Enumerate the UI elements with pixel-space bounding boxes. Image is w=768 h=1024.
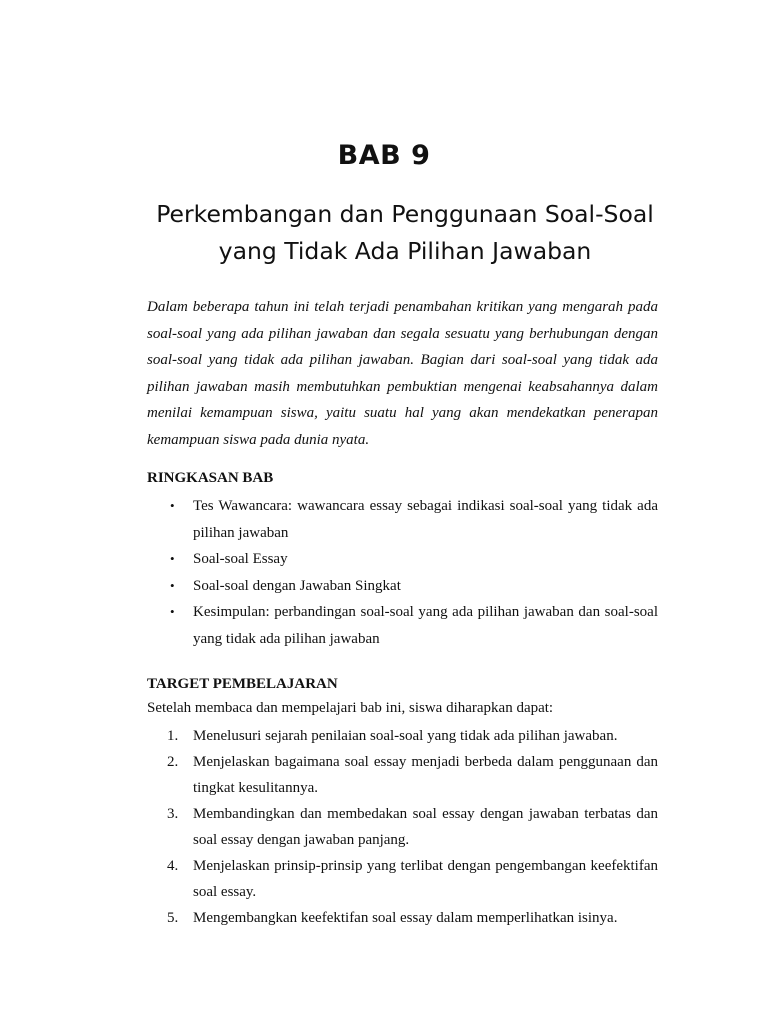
goal-text: Membandingkan dan membedakan soal essay dengan jawaban terbatas dan soal essay dengan jawaban panjang. bbox=[193, 806, 658, 848]
chapter-title-line-2: yang Tidak Ada Pilihan Jawaban bbox=[218, 237, 592, 265]
goal-item bbox=[147, 853, 658, 905]
summary-item bbox=[147, 546, 658, 573]
goals-intro: Setelah membaca dan mempelajari bab ini, siswa diharapkan dapat: bbox=[147, 700, 554, 716]
goal-text: Menjelaskan prinsip-prinsip yang terlibat dengan pengembangan keefektifan soal essay. bbox=[193, 858, 658, 900]
summary-list bbox=[147, 493, 658, 652]
summary-item bbox=[147, 573, 658, 600]
summary-item-text: Kesimpulan: perbandingan soal-soal yang ada pilihan jawaban dan soal-soal yang tidak ada pilihan jawaban bbox=[193, 604, 658, 647]
goal-item bbox=[147, 905, 658, 931]
goal-number: 2. bbox=[167, 754, 179, 770]
goal-number: 1. bbox=[167, 728, 179, 744]
summary-heading: RINGKASAN BAB bbox=[147, 470, 274, 486]
summary-item-text: Soal-soal dengan Jawaban Singkat bbox=[193, 577, 401, 594]
summary-item bbox=[147, 599, 658, 652]
bullet-icon: • bbox=[170, 604, 175, 619]
bullet-icon: • bbox=[170, 498, 175, 513]
summary-item bbox=[147, 493, 658, 546]
goal-number: 3. bbox=[167, 806, 179, 822]
bullet-icon: • bbox=[170, 551, 175, 566]
goal-number: 5. bbox=[167, 910, 179, 926]
intro-paragraph: Dalam beberapa tahun ini telah terjadi penambahan kritikan yang mengarah pada soal-soal yang ada pilihan jawaban dan segala sesuatu yang berhubungan dengan soal-soal yang tidak ada pilihan jawaban. Bagian dari soal-soal yang tidak ada pilihan jawaban masih membutuhkan pembuktian mengenai keabsahannya dalam menilai kemampuan siswa, yaitu suatu hal yang akan mendekatkan penerapan kemampuan siswa pada dunia nyata. bbox=[147, 299, 658, 448]
goals-list bbox=[147, 723, 658, 931]
goal-item bbox=[147, 801, 658, 853]
goal-item bbox=[147, 749, 658, 801]
goal-number: 4. bbox=[167, 858, 179, 874]
chapter-title-line-1: Perkembangan dan Penggunaan Soal-Soal bbox=[156, 200, 654, 228]
chapter-title bbox=[140, 196, 670, 270]
chapter-number: BAB 9 bbox=[337, 140, 431, 171]
bullet-icon: • bbox=[170, 577, 175, 593]
summary-item-text: Tes Wawancara: wawancara essay sebagai indikasi soal-soal yang tidak ada pilihan jawaban bbox=[193, 498, 658, 541]
goal-text: Mengembangkan keefektifan soal essay dalam memperlihatkan isinya. bbox=[193, 910, 618, 926]
goal-item bbox=[147, 723, 658, 749]
goal-text: Menelusuri sejarah penilaian soal-soal yang tidak ada pilihan jawaban. bbox=[193, 728, 618, 744]
goals-heading: TARGET PEMBELAJARAN bbox=[147, 676, 338, 692]
goal-text: Menjelaskan bagaimana soal essay menjadi berbeda dalam penggunaan dan tingkat kesulitannya. bbox=[193, 754, 658, 796]
summary-item-text: Soal-soal Essay bbox=[193, 551, 288, 567]
